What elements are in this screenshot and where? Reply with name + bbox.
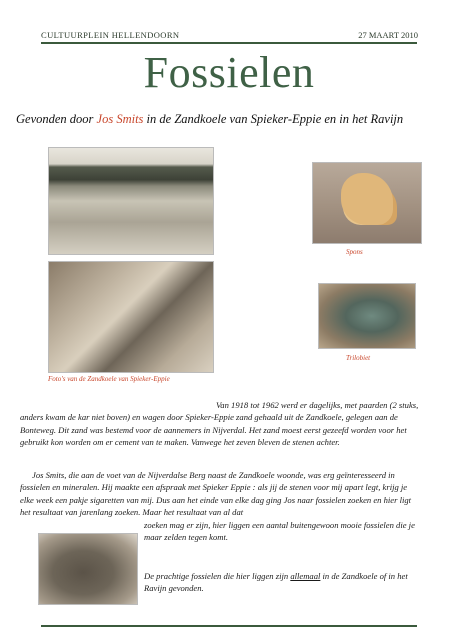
sponge-caption: Spons bbox=[346, 248, 363, 256]
header-date: 27 MAART 2010 bbox=[358, 30, 418, 40]
fossil-photo bbox=[38, 533, 138, 605]
subtitle-suffix: in de Zandkoele van Spieker-Eppie en in het Ravijn bbox=[143, 112, 404, 126]
subtitle-name: Jos Smits bbox=[96, 112, 144, 126]
trilobite-caption: Trilobiet bbox=[346, 354, 371, 362]
paragraph-history bbox=[20, 399, 422, 448]
paragraph-result: zoeken mag er zijn, hier liggen een aantal buitengewoon mooie fossielen die je maar zelden tegen komt. bbox=[144, 520, 415, 543]
subtitle-prefix: Gevonden door bbox=[16, 112, 97, 126]
photos-caption: Foto's van de Zandkoele van Spieker-Eppie bbox=[48, 375, 170, 383]
found-prefix: De prachtige fossielen die hier liggen zijn bbox=[144, 571, 291, 581]
sponge-photo bbox=[312, 162, 422, 244]
paragraph-history-text: Van 1918 tot 1962 werd er dagelijks, met paarden (2 stuks, anders kwam de kar niet boven) en wagen door Spieker-Eppie zand gehaald uit de Zandkoele, gelegen aan de Bonteweg. Dit zand was bestemd voor de aannemers in Nijverdal. Het zand moest eerst gezeefd worden voor het gebruikt kon worden om er cement van te maken. Vanwege het zeven bleven de stenen achter. bbox=[20, 400, 419, 447]
page-title: Fossielen bbox=[143, 48, 315, 97]
sandpit-photo-1 bbox=[48, 147, 214, 255]
subtitle bbox=[16, 112, 446, 127]
trilobite-photo bbox=[318, 283, 416, 349]
header-newsletter-name: CULTUURPLEIN HELLENDOORN bbox=[41, 30, 180, 40]
bottom-divider bbox=[41, 625, 417, 627]
found-underlined: allemaal bbox=[290, 571, 321, 581]
found-suffix: in de Zandkoele of in het Ravijn gevonden. bbox=[144, 571, 408, 594]
paragraph-found bbox=[144, 570, 424, 595]
paragraph-jos-smits: Jos Smits, die aan de voet van de Nijverdalse Berg naast de Zandkoele woonde, was erg geïnteresseerd in fossielen en mineralen. Hij maakte een afspraak met Spieker Eppie : als jij de stenen voor mij apart legt, krijg je elke week een pakje sigaretten van mij. Dus aan het einde van elke dag ging Jos naar fossielen zoeken en hier ligt het resultaat van jarenlang zoeken. Maar het resultaat van al dat bbox=[20, 470, 412, 517]
sponge-fossil-shape bbox=[341, 173, 393, 225]
sandpit-photo-2 bbox=[48, 261, 214, 373]
top-divider bbox=[41, 42, 417, 44]
